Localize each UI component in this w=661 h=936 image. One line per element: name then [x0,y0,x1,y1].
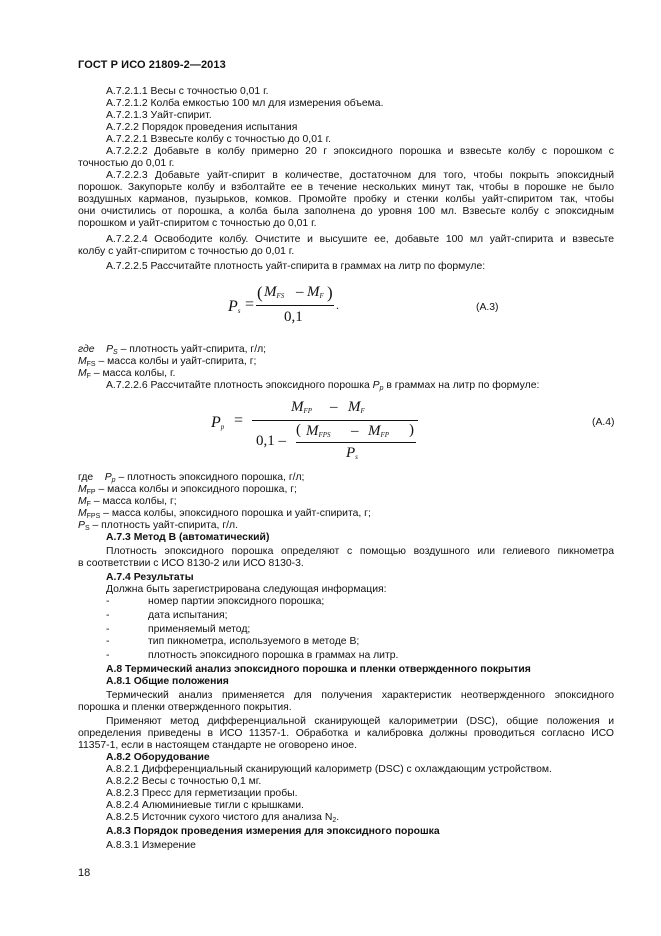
text-line: порошок. Закупорьте колбу и взболтайте ее в течение нескольких минут так, чтобы в порошке не было [78,182,614,193]
definition-line: $M_{FP}$ – масса колбы и эпоксидного порошка, г; [78,484,297,496]
text-line: Применяют метод дифференциальной сканирующей калориметрии (DSC), общие положения и [106,716,614,727]
text-line: А.8.2.3 Пресс для герметизации пробы. [106,788,298,799]
definition-line: где $P_p$ – плотность эпоксидного порошка, г/л; [78,472,305,484]
list-item: плотность эпоксидного порошка в граммах на литр. [148,650,399,661]
text-line: А.7.2.2.5 Рассчитайте плотность уайт-спирита в граммах на литр по формуле: [106,261,486,272]
text-line: Плотность эпоксидного порошка определяют с помощью воздушного или гелиевого пикнометра [106,546,614,557]
definition-line: $M_F$ – масса колбы, г; [78,496,177,508]
section-heading: А.8 Термический анализ эпоксидного порошка и пленки отвержденного покрытия [106,664,531,675]
list-bullet: - [106,650,110,661]
text-line: А.7.2.2.6 Рассчитайте плотность эпоксидного порошка $P_p$ в граммах на литр по формуле: [106,380,540,392]
text-line: порошка и пленки отвержденного покрытия. [78,702,292,713]
list-bullet: - [106,624,110,635]
document-header: ГОСТ Р ИСО 21809-2—2013 [78,59,226,71]
text-line: точностью до 0,01 г. [78,158,175,169]
list-item: применяемый метод; [148,624,251,635]
section-heading: А.7.3 Метод В (автоматический) [106,532,270,543]
text-line: определения приведены в ИСО 11357-1. Обработка и калибровка должны проводиться согласно ИСО [78,728,614,739]
definition-line: $M_F$ – масса колбы, г. [78,368,176,380]
text-line: А.7.2.2 Порядок проведения испытания [106,122,298,133]
text-line: А.7.2.1.3 Уайт-спирит. [106,110,212,121]
text-line: А.7.2.2.1 Взвесьте колбу с точностью до 0,01 г. [106,134,332,145]
text-line: А.8.2.5 Источник сухого чистого для анализа $N_2$. [106,812,340,824]
text-line: А.8.2.2 Весы с точностью 0,1 мг. [106,776,262,787]
text-line: воздушных карманов, пузырьков, комков. Промойте пробку и стенки колбы уайт-спиритом так, чтобы [78,194,614,205]
definition-line: $M_{FS}$ – масса колбы и уайт-спирита, г; [78,356,257,368]
list-item: номер партии эпоксидного порошка; [148,596,325,607]
list-bullet: - [106,610,110,621]
section-heading: А.8.1 Общие положения [106,676,229,687]
section-heading: А.8.2 Оборудование [106,752,210,763]
document-page: ГОСТ Р ИСО 21809-2—2013 А.7.2.1.1 Весы с точностью 0,01 г. А.7.2.1.2 Колба емкостью 100 мл для измерения объема. А.7.2.1.3 Уайт-спирит. А.7.2.2 Порядок проведения испытания А.7.2.2.1 Взвесьте колбу с точностью до 0,01 г. А.7.2.2.2 Добавьте в колбу примерно 20 г эпоксидного порошка и взвесьте колбу с порошком с точностью до 0,01 г. А.7.2.2.3 Добавьте уайт-спирит в количестве, достаточном для того, чтобы покрыть эпоксидный порошок. Закупорьте колбу и взболтайте ее в течение нескольких минут так, чтобы в порошке не было воздушных карманов, пузырьков, комков. Промойте пробку и стенки колбы уайт-спиритом так, чтобы они очистились от порошка, а колба была заполнена до уровня 100 мл. Взвесьте колбу с эпоксидным порошком и уайт-спиритом с точностью до 0,01 г. А.7.2.2.4 Освободите колбу. Очистите и высушите ее, добавьте 100 мл уайт-спирита и взвесьте колбу с уайт-спиритом с точностью до 0,01 г. А.7.2.2.5 Рассчитайте плотность уайт-спирита в граммах на литр по формуле: $P_s$ = ( $M_{FS}$ – $M_F$ ) 0,1 . (А.3) где $P_S$ – плотность уайт-спирита, г/л; $M_{FS}$ – масса колбы и уайт-спирита, г; $M_F$ – масса колбы, г. А.7.2.2.6 Рассчитайте плотность эпоксидного порошка $P_p$ в граммах на литр по формуле: $P_p$ = $M_{FP}$ – $M_F$ 0,1 – ( $M_{FPS}$ – $M_{FP}$ ) $P_s$ (А.4) где $P_p$ – плотность эпоксидного порошка, г/л; $M_{FP}$ – масса колбы и эпоксидного порошка, г; $M_F$ – масса колбы, г; $M_{FPS}$ – масса колбы, эпоксидного порошка и уайт-спирита, г; $P_S$ – плотность уайт-спирита, г/л. А.7.3 Метод В (автоматический) Плотность эпоксидного порошка определяют с помощью воздушного или гелиевого пикнометра в соответствии с ИСО 8130-2 или ИСО 8130-3. А.7.4 Результаты Должна быть зарегистрирована следующая информация: - номер партии эпоксидного порошка; - дата испытания; - применяемый метод; - тип пикнометра, используемого в методе В; - плотность эпоксидного порошка в граммах на литр. А.8 Термический анализ эпоксидного порошка и пленки отвержденного покрытия А.8.1 Общие положения Термический анализ применяется для получения характеристик неотвержденного эпоксидного порошка и пленки отвержденного покрытия. Применяют метод дифференциальной сканирующей калориметрии (DSC), общие положения и определения приведены в ИСО 11357-1. Обработка и калибровка должны проводиться согласно ИСО 11357-1, если в настоящем стандарте не оговорено иное. А.8.2 Оборудование А.8.2.1 Дифференциальный сканирующий калориметр (DSC) с охлаждающим устройством. А.8.2.2 Весы с точностью 0,1 мг. А.8.2.3 Пресс для герметизации пробы. А.8.2.4 Алюминиевые тигли с крышками. А.8.2.5 Источник сухого чистого для анализа $N_2$. А.8.3 Порядок проведения измерения для эпоксидного порошка А.8.3.1 Измерение 18 [0,0,661,936]
definition-line: где $P_S$ – плотность уайт-спирита, г/л; [78,344,267,356]
equation-label: (А.4) [592,417,615,428]
text-line: А.7.2.2.2 Добавьте в колбу примерно 20 г эпоксидного порошка и взвесьте колбу с порошком с [106,146,614,157]
text-line: А.7.2.1.2 Колба емкостью 100 мл для измерения объема. [106,98,384,109]
text-line: А.8.2.4 Алюминиевые тигли с крышками. [106,800,304,811]
section-heading: А.7.4 Результаты [106,572,194,583]
text-line: они очистились от порошка, а колба была заполнена до уровня 100 мл. Взвесьте колбу с эпоксидным [78,206,614,217]
text-line: колбу с уайт-спиритом с точностью до 0,01 г. [78,246,295,257]
list-item: тип пикнометра, используемого в методе В; [148,636,360,647]
text-line: 11357-1, если в настоящем стандарте не оговорено иное. [78,740,357,751]
list-item: дата испытания; [148,610,228,621]
text-line: в соответствии с ИСО 8130-2 или ИСО 8130-3. [78,558,304,569]
text-line: порошком и уайт-спиритом с точностью до 0,01 г. [78,218,317,229]
equation-label: (А.3) [476,302,499,313]
text-line: А.7.2.1.1 Весы с точностью 0,01 г. [106,86,269,97]
text-line: А.8.2.1 Дифференциальный сканирующий калориметр (DSC) с охлаждающим устройством. [106,764,552,775]
text-line: Должна быть зарегистрирована следующая информация: [106,584,387,595]
list-bullet: - [106,596,110,607]
text-line: Термический анализ применяется для получения характеристик неотвержденного эпоксидного [106,690,614,701]
definition-line: $P_S$ – плотность уайт-спирита, г/л. [78,520,238,532]
definition-line: $M_{FPS}$ – масса колбы, эпоксидного порошка и уайт-спирита, г; [78,508,371,520]
text-line: А.7.2.2.4 Освободите колбу. Очистите и высушите ее, добавьте 100 мл уайт-спирита и взвесьте [106,234,614,245]
text-line: А.8.3.1 Измерение [106,840,196,851]
page-number: 18 [78,867,91,879]
text-line: А.7.2.2.3 Добавьте уайт-спирит в количестве, достаточном для того, чтобы покрыть эпоксидный [106,170,614,181]
list-bullet: - [106,636,110,647]
section-heading: А.8.3 Порядок проведения измерения для эпоксидного порошка [106,826,440,837]
